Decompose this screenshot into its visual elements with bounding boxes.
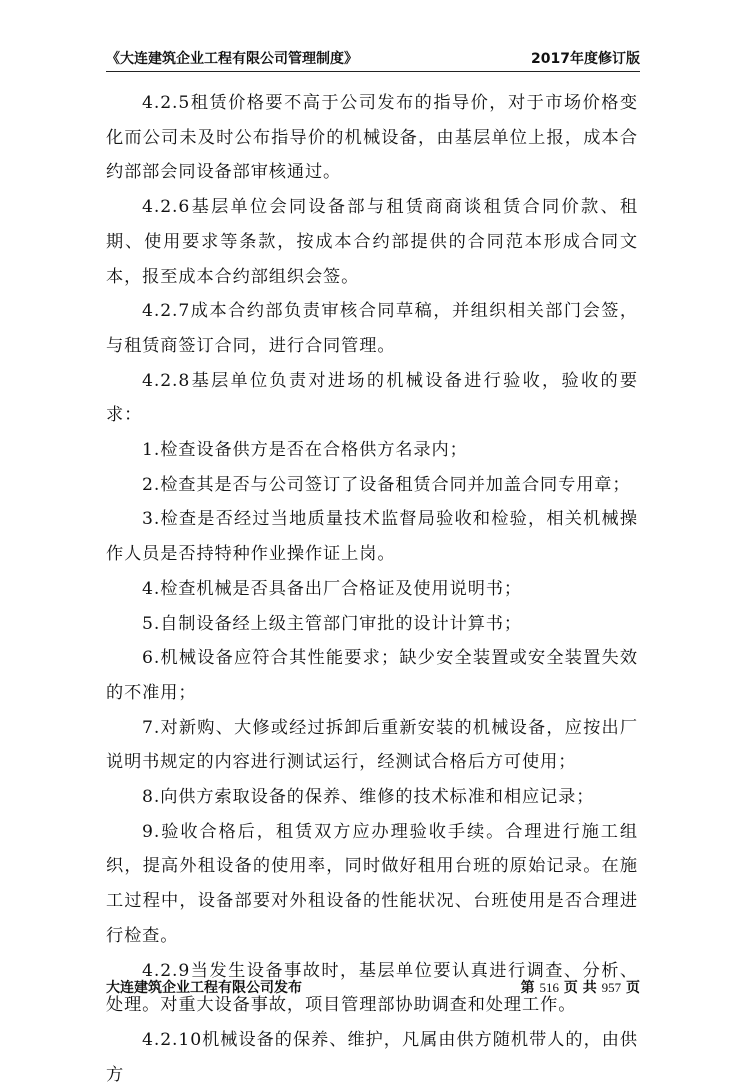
paragraph-4-2-10: 4.2.10机械设备的保养、维护，凡属由供方随机带人的，由供方 xyxy=(106,1029,638,1085)
paragraph-4-2-6: 4.2.6基层单位会同设备部与租赁商商谈租赁合同价款、租期、使用要求等条款，按成本合约部提供的合同范本形成合同文本，报至成本合约部组织会签。 xyxy=(106,197,638,287)
page-prefix: 第 xyxy=(520,980,535,996)
paragraph-4-2-7: 4.2.7成本合约部负责审核合同草稿，并组织相关部门会签，与租赁商签订合同，进行合同管理。 xyxy=(106,301,638,356)
page-footer xyxy=(106,978,640,1000)
list-item-7: 7.对新购、大修或经过拆卸后重新安装的机械设备，应按出厂说明书规定的内容进行测试运行，经测试合格后方可使用； xyxy=(106,717,638,773)
document-body xyxy=(106,86,638,1092)
page-header xyxy=(106,49,640,72)
edition-label: 2017年度修订版 xyxy=(531,51,640,67)
paragraph-4-2-9: 4.2.9当发生设备事故时，基层单位要认真进行调查、分析、处理。对重大设备事故，项目管理部协助调查和处理工作。 xyxy=(106,960,638,1016)
list-item-9: 9.验收合格后，租赁双方应办理验收手续。合理进行施工组织，提高外租设备的使用率，同时做好租用台班的原始记录。在施工过程中，设备部要对外租设备的性能状况、台班使用是否合理进行检查。 xyxy=(106,821,638,946)
list-item-8: 8.向供方索取设备的保养、维修的技术标准和相应记录； xyxy=(142,787,595,808)
list-item-1: 1.检查设备供方是否在合格供方名录内； xyxy=(142,440,468,461)
list-item-6: 6.机械设备应符合其性能要求；缺少安全装置或安全装置失效的不准用； xyxy=(106,648,638,703)
list-item-2: 2.检查其是否与公司签订了设备租赁合同并加盖合同专用章； xyxy=(142,474,631,495)
list-item-5: 5.自制设备经上级主管部门审批的设计计算书； xyxy=(142,613,522,634)
list-item-3: 3.检查是否经过当地质量技术监督局验收和检验，相关机械操作人员是否持特种作业操作证上岗。 xyxy=(106,509,638,565)
page-middle: 页 共 xyxy=(563,980,597,996)
paragraph-4-2-5: 4.2.5租赁价格要不高于公司发布的指导价，对于市场价格变化而公司未及时公布指导价的机械设备，由基层单位上报，成本合约部部会同设备部审核通过。 xyxy=(106,93,638,183)
total-pages: 957 xyxy=(601,980,622,995)
page-suffix: 页 xyxy=(626,980,640,996)
document-title: 《大连建筑企业工程有限公司管理制度》 xyxy=(106,51,358,67)
paragraph-4-2-8: 4.2.8基层单位负责对进场的机械设备进行验收，验收的要求： xyxy=(106,370,638,426)
publisher-label: 大连建筑企业工程有限公司发布 xyxy=(106,980,302,996)
list-item-4: 4.检查机械是否具备出厂合格证及使用说明书； xyxy=(142,578,522,599)
current-page: 516 xyxy=(539,980,559,995)
page-number xyxy=(521,978,640,998)
